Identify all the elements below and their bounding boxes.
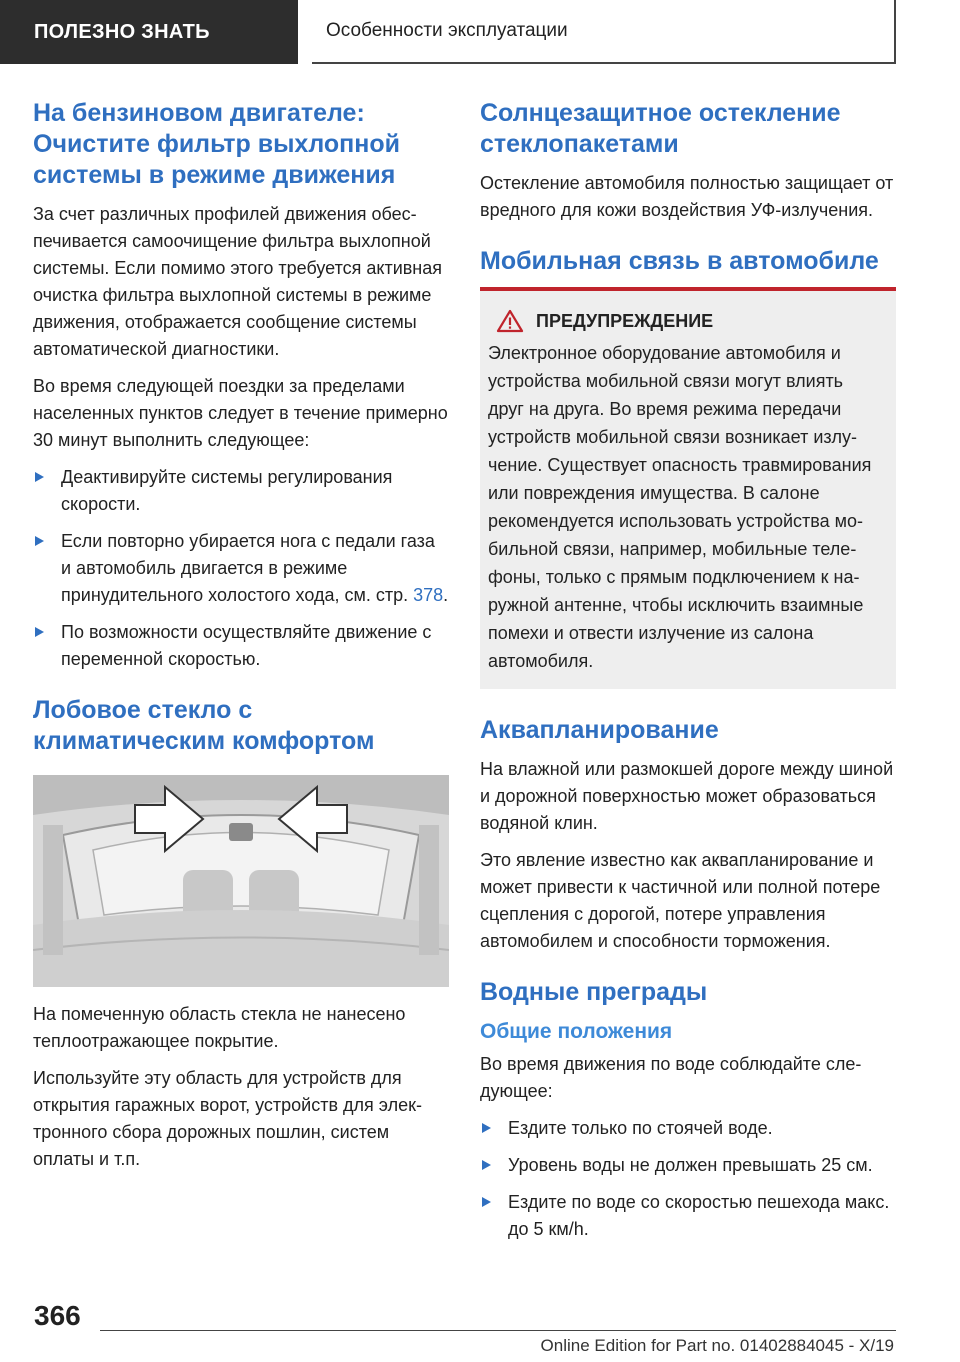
paragraph: Это явление известно как аквапланирование и может привести к частичной или полной потере сцепления с дорогой, потере управления автомобилем и способности торможения. <box>480 850 881 951</box>
list-item: Уровень воды не должен превышать 25 см. <box>480 1152 896 1179</box>
paragraph: На влажной или размокшей дороге между шиной и дорожной поверхностью может образоваться водяной клин. <box>480 759 894 833</box>
page-number: 366 <box>34 1300 81 1331</box>
page-link[interactable]: 378 <box>413 585 444 605</box>
windshield-photo <box>33 775 449 987</box>
heading-sun-glazing: Солнцезащитное остекление стеклопакетами <box>480 99 841 158</box>
bullet-triangle-icon <box>482 1123 491 1133</box>
warning-text: Электронное оборудование автомобиля и устройства мобильной связи могут влиять друг на друга. Во время режима передачи устройств мобильной связи возникает излучение. Существует опасность травмирования или повреждения имущества. В салоне рекомендуется использовать устройства мобильной связи, например, мобильные телефоны, только с прямым подключением к наружной антенне, чтобы исключить взаимные помехи и отвести излучение из салона автомобиля. <box>488 343 872 671</box>
edition-text: Online Edition for Part no. 01402884045 - X/19 <box>540 1336 894 1355</box>
paragraph: Во время следующей поездки за пределами населенных пунктов следует в течение примерно 30 минут выполнить следующее: <box>33 376 448 450</box>
warning-triangle-icon <box>496 309 524 333</box>
section-tab <box>0 0 298 64</box>
list-item: Если повторно убирается нога с педали газа и автомобиль двигается в режиме принудительного холостого хода, см. стр. 378. <box>33 528 449 609</box>
car-interior-illustration <box>33 775 449 987</box>
heading-mobile: Мобильная связь в автомобиле <box>480 247 879 275</box>
warning-header <box>488 309 882 333</box>
heading-windshield: Лобовое стекло с климатическим комфортом <box>33 696 375 755</box>
warning-box <box>480 287 896 689</box>
bullet-triangle-icon <box>35 627 44 637</box>
instruction-list <box>33 464 449 673</box>
paragraph: На помеченную область стекла не нанесено теплоотражающее покрытие. <box>33 1004 406 1051</box>
bullet-triangle-icon <box>35 536 44 546</box>
list-item: По возможности осуществляйте движение с переменной скоростью. <box>33 619 449 673</box>
subheading-general: Общие положения <box>480 1020 673 1043</box>
paragraph: Используйте эту область для устройств для открытия гаражных ворот, устройств для электронного сбора дорожных пошлин, систем оплаты и т.п. <box>33 1068 422 1169</box>
paragraph: За счет различных профилей движения обеспечивается самоочищение фильтра выхлопной системы. Если помимо этого требуется активная очистка фильтра выхлопной системы в режиме движения, отображается сообщение системы автоматической диагностики. <box>33 204 443 359</box>
right-column <box>480 98 896 1257</box>
warning-label: ПРЕДУПРЕЖДЕНИЕ <box>536 310 714 331</box>
chapter-title: Особенности эксплуатации <box>326 20 568 41</box>
paragraph: Остекление автомобиля полностью защищает от вредного для кожи воздействия УФ-излучения. <box>480 173 894 220</box>
list-item: Деактивируйте системы регулирования скорости. <box>33 464 449 518</box>
list-item: Ездите только по стоячей воде. <box>480 1115 896 1142</box>
bullet-triangle-icon <box>482 1160 491 1170</box>
footer-divider <box>100 1330 896 1331</box>
paragraph: Во время движения по воде соблюдайте следующее: <box>480 1054 862 1101</box>
water-list <box>480 1115 896 1243</box>
heading-exhaust-filter: На бензиновом двигателе: Очистите фильтр выхлопной системы в режиме движения <box>33 99 400 189</box>
bullet-triangle-icon <box>35 472 44 482</box>
heading-water: Водные преграды <box>480 978 708 1006</box>
list-item: Ездите по воде со скоростью пешехода макс. до 5 км/h. <box>480 1189 896 1243</box>
heading-aquaplaning: Аквапланирование <box>480 716 719 744</box>
section-title: ПОЛЕЗНО ЗНАТЬ <box>34 20 210 43</box>
chapter-header <box>312 0 896 64</box>
left-column <box>33 98 449 1183</box>
bullet-triangle-icon <box>482 1197 491 1207</box>
